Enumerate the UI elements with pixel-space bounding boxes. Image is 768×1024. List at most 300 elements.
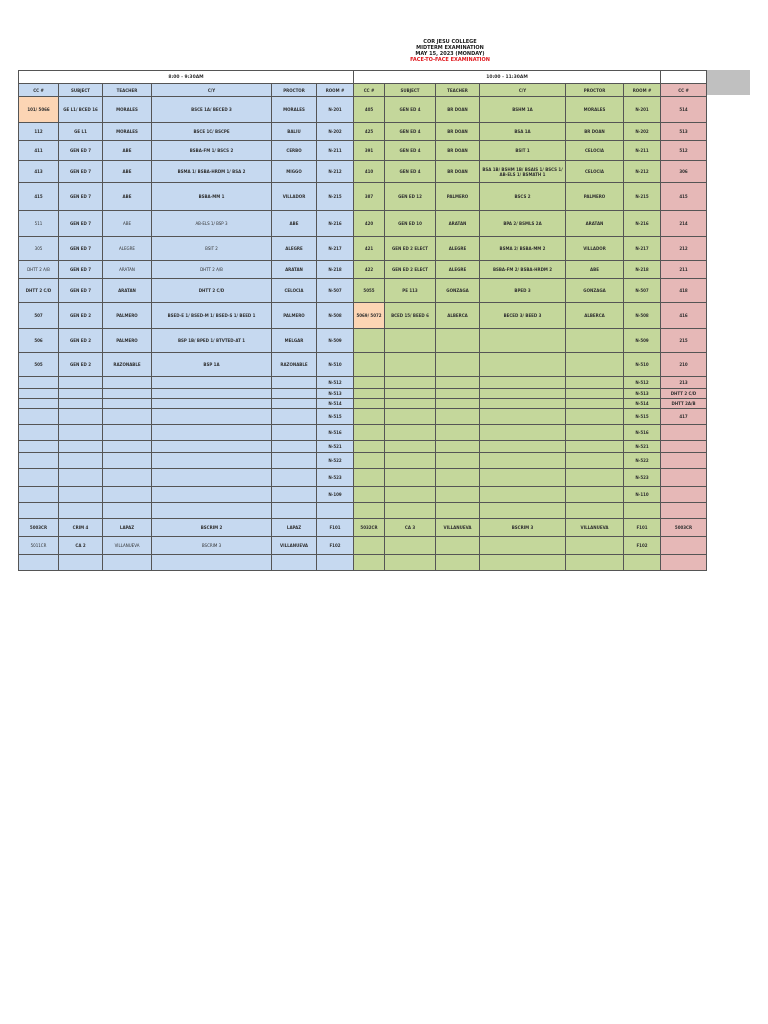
- table-cell: 5055: [354, 279, 385, 303]
- table-cell: [59, 487, 103, 503]
- table-cell: ARATAN: [566, 211, 624, 237]
- table-cell: BSBA-MM 1: [152, 183, 272, 211]
- table-cell: BCED 15/ BEED 6: [385, 303, 436, 329]
- table-cell: N-516: [624, 425, 661, 441]
- col-header: SUBJECT: [385, 84, 436, 97]
- table-cell: [152, 441, 272, 453]
- table-cell: [59, 425, 103, 441]
- table-row: [19, 441, 707, 453]
- table-cell: [385, 329, 436, 353]
- table-cell: GONZAGA: [566, 279, 624, 303]
- table-cell: ALEGRE: [436, 261, 480, 279]
- table-cell: [385, 425, 436, 441]
- table-cell: ARATAN: [272, 261, 317, 279]
- table-cell: [436, 409, 480, 425]
- table-cell: GEN ED 7: [59, 183, 103, 211]
- table-cell: N-218: [624, 261, 661, 279]
- table-cell: ARATAN: [436, 211, 480, 237]
- table-cell: 212: [661, 237, 707, 261]
- table-row: [19, 123, 707, 141]
- table-cell: N-514: [624, 399, 661, 409]
- table-cell: CERBO: [272, 141, 317, 161]
- table-cell: BR DOAN: [436, 123, 480, 141]
- table-cell: [272, 399, 317, 409]
- exam-title: MIDTERM EXAMINATION: [416, 45, 484, 51]
- table-cell: N-217: [317, 237, 354, 261]
- table-cell: N-512: [317, 377, 354, 389]
- table-cell: BSCRIM 3: [480, 519, 566, 537]
- table-cell: [152, 453, 272, 469]
- table-cell: BSBA-FM 1/ BSCS 2: [152, 141, 272, 161]
- table-cell: GEN ED 7: [59, 279, 103, 303]
- table-cell: [152, 503, 272, 519]
- table-cell: [661, 469, 707, 487]
- table-cell: GEN ED 7: [59, 261, 103, 279]
- table-cell: 213: [661, 377, 707, 389]
- table-cell: [152, 399, 272, 409]
- table-row: [19, 503, 707, 519]
- table-cell: GEN ED 4: [385, 141, 436, 161]
- gray-header-cell: [707, 70, 750, 95]
- table-cell: BSP 1A: [152, 353, 272, 377]
- table-cell: [436, 453, 480, 469]
- time-slot-row: [19, 71, 707, 84]
- table-row: [19, 399, 707, 409]
- table-cell: [661, 503, 707, 519]
- table-cell: 425: [354, 123, 385, 141]
- table-row: [19, 279, 707, 303]
- table-cell: [436, 537, 480, 555]
- table-cell: [272, 503, 317, 519]
- table-cell: N-515: [624, 409, 661, 425]
- table-cell: BSCS 2: [480, 183, 566, 211]
- table-cell: 512: [661, 141, 707, 161]
- table-cell: [566, 555, 624, 571]
- table-cell: N-523: [624, 469, 661, 487]
- table-cell: DHTT 2A/B: [661, 399, 707, 409]
- table-cell: [480, 441, 566, 453]
- table-cell: LAPAZ: [272, 519, 317, 537]
- table-cell: 405: [354, 97, 385, 123]
- table-cell: [566, 537, 624, 555]
- table-row: [19, 161, 707, 183]
- table-cell: 422: [354, 261, 385, 279]
- table-cell: [661, 487, 707, 503]
- table-cell: N-201: [624, 97, 661, 123]
- table-cell: GEN ED 2: [59, 303, 103, 329]
- table-cell: 513: [661, 123, 707, 141]
- table-cell: [385, 377, 436, 389]
- table-row: [19, 261, 707, 279]
- table-cell: N-521: [317, 441, 354, 453]
- table-cell: BSCRIM 2: [152, 519, 272, 537]
- table-cell: [436, 389, 480, 399]
- col-header: TEACHER: [103, 84, 152, 97]
- table-cell: ALEGRE: [103, 237, 152, 261]
- table-cell: [103, 453, 152, 469]
- table-cell: BSIT 2: [152, 237, 272, 261]
- table-cell: [103, 441, 152, 453]
- col-header: SUBJECT: [59, 84, 103, 97]
- table-cell: [385, 353, 436, 377]
- table-cell: GEN ED 2 ELECT: [385, 261, 436, 279]
- table-cell: BR DOAN: [436, 141, 480, 161]
- table-cell: [19, 469, 59, 487]
- table-cell: N-212: [624, 161, 661, 183]
- table-cell: VILLANUEVA: [566, 519, 624, 537]
- table-cell: [566, 425, 624, 441]
- table-cell: 416: [661, 303, 707, 329]
- table-cell: [152, 389, 272, 399]
- table-cell: [436, 425, 480, 441]
- time-slot-first: 8:00 - 9:30AM: [19, 71, 354, 84]
- table-cell: [103, 409, 152, 425]
- table-cell: ABE: [103, 141, 152, 161]
- table-cell: N-217: [624, 237, 661, 261]
- table-cell: 305: [19, 237, 59, 261]
- table-cell: F101: [317, 519, 354, 537]
- table-cell: [661, 537, 707, 555]
- table-cell: GEN ED 2: [59, 329, 103, 353]
- table-cell: [152, 487, 272, 503]
- table-cell: [436, 487, 480, 503]
- table-cell: [354, 469, 385, 487]
- table-cell: BSP 1B/ BPED 1/ BTVTED-AT 1: [152, 329, 272, 353]
- table-cell: N-218: [317, 261, 354, 279]
- table-cell: [480, 537, 566, 555]
- col-header: ROOM #: [317, 84, 354, 97]
- table-cell: [152, 409, 272, 425]
- table-cell: 5011CR: [19, 537, 59, 555]
- table-cell: [354, 441, 385, 453]
- table-cell: [436, 503, 480, 519]
- table-cell: N-522: [624, 453, 661, 469]
- exam-mode: FACE-TO-FACE EXAMINATION: [410, 57, 490, 63]
- table-cell: [59, 555, 103, 571]
- table-cell: ALEGRE: [436, 237, 480, 261]
- table-cell: [272, 469, 317, 487]
- table-cell: BSA 1B/ BSHM 1B/ BSAIS 1/ BSCS 1/ AB-ELS 1/ BSMATH 1: [480, 161, 566, 183]
- table-row: [19, 409, 707, 425]
- table-row: [19, 425, 707, 441]
- table-cell: N-508: [317, 303, 354, 329]
- table-cell: [59, 389, 103, 399]
- table-cell: GEN ED 4: [385, 97, 436, 123]
- table-row: [19, 97, 707, 123]
- table-cell: N-515: [317, 409, 354, 425]
- table-cell: [624, 503, 661, 519]
- table-cell: 5069/ 5072: [354, 303, 385, 329]
- table-cell: DHTT 2 C/D: [19, 279, 59, 303]
- table-cell: [19, 453, 59, 469]
- table-cell: [19, 377, 59, 389]
- table-row: [19, 377, 707, 389]
- table-row: [19, 353, 707, 377]
- col-header: TEACHER: [436, 84, 480, 97]
- table-cell: [354, 503, 385, 519]
- table-cell: [566, 353, 624, 377]
- table-cell: 507: [19, 303, 59, 329]
- table-cell: [385, 389, 436, 399]
- table-cell: BSCE 1C/ BSCPE: [152, 123, 272, 141]
- table-cell: [272, 389, 317, 399]
- table-cell: N-513: [624, 389, 661, 399]
- table-cell: [566, 399, 624, 409]
- table-cell: PALMERO: [103, 303, 152, 329]
- table-cell: [354, 353, 385, 377]
- table-cell: N-216: [624, 211, 661, 237]
- table-cell: [480, 487, 566, 503]
- table-cell: [317, 555, 354, 571]
- table-row: [19, 519, 707, 537]
- table-cell: [661, 453, 707, 469]
- table-cell: [354, 425, 385, 441]
- table-cell: 505: [19, 353, 59, 377]
- table-cell: N-212: [317, 161, 354, 183]
- table-row: [19, 389, 707, 399]
- table-cell: [480, 469, 566, 487]
- table-cell: [59, 399, 103, 409]
- table-cell: [103, 425, 152, 441]
- table-cell: BR DOAN: [436, 161, 480, 183]
- table-cell: [436, 353, 480, 377]
- col-header: CC #: [354, 84, 385, 97]
- table-cell: MORALES: [566, 97, 624, 123]
- table-cell: N-512: [624, 377, 661, 389]
- column-header-row: [19, 84, 707, 97]
- table-cell: [354, 377, 385, 389]
- table-cell: 211: [661, 261, 707, 279]
- table-cell: [103, 555, 152, 571]
- table-cell: PALMERO: [436, 183, 480, 211]
- table-cell: ALBERCA: [436, 303, 480, 329]
- table-cell: DHTT 2 C/D: [152, 279, 272, 303]
- table-cell: F102: [624, 537, 661, 555]
- table-cell: [480, 377, 566, 389]
- table-cell: [661, 441, 707, 453]
- col-header: C/Y: [152, 84, 272, 97]
- table-cell: RAZONABLE: [272, 353, 317, 377]
- table-cell: BR DOAN: [436, 97, 480, 123]
- table-cell: ALBERCA: [566, 303, 624, 329]
- table-cell: 210: [661, 353, 707, 377]
- col-header: C/Y: [480, 84, 566, 97]
- table-cell: 112: [19, 123, 59, 141]
- table-cell: 391: [354, 141, 385, 161]
- table-cell: AB-ELS 1/ BSP 3: [152, 211, 272, 237]
- table-cell: 410: [354, 161, 385, 183]
- table-cell: 511: [19, 211, 59, 237]
- table-cell: BR DOAN: [566, 123, 624, 141]
- table-cell: [566, 389, 624, 399]
- table-cell: [354, 537, 385, 555]
- table-cell: [103, 469, 152, 487]
- table-cell: [19, 441, 59, 453]
- table-cell: ABE: [566, 261, 624, 279]
- time-slot-blank: [661, 71, 707, 84]
- table-row: [19, 469, 707, 487]
- table-cell: [436, 399, 480, 409]
- table-cell: N-513: [317, 389, 354, 399]
- table-cell: F101: [624, 519, 661, 537]
- table-cell: N-523: [317, 469, 354, 487]
- table-cell: [436, 377, 480, 389]
- table-cell: [59, 503, 103, 519]
- table-cell: [19, 399, 59, 409]
- table-cell: N-109: [317, 487, 354, 503]
- table-cell: [661, 555, 707, 571]
- table-cell: GEN ED 2: [59, 353, 103, 377]
- table-cell: [354, 389, 385, 399]
- table-cell: [103, 377, 152, 389]
- table-cell: GEN ED 2 ELECT: [385, 237, 436, 261]
- table-cell: [272, 453, 317, 469]
- table-cell: VILLANUEVA: [103, 537, 152, 555]
- table-cell: [385, 409, 436, 425]
- table-cell: 306: [661, 161, 707, 183]
- table-cell: [385, 503, 436, 519]
- table-cell: N-211: [317, 141, 354, 161]
- table-cell: N-510: [317, 353, 354, 377]
- table-cell: N-211: [624, 141, 661, 161]
- table-cell: N-215: [624, 183, 661, 211]
- table-cell: N-201: [317, 97, 354, 123]
- table-cell: [480, 329, 566, 353]
- table-cell: [152, 377, 272, 389]
- table-cell: [354, 399, 385, 409]
- table-cell: [103, 503, 152, 519]
- table-cell: VILLADOR: [566, 237, 624, 261]
- table-cell: GEN ED 7: [59, 161, 103, 183]
- exam-header: [0, 39, 768, 63]
- table-cell: ABE: [103, 161, 152, 183]
- table-cell: [272, 487, 317, 503]
- table-cell: [661, 425, 707, 441]
- table-cell: [272, 409, 317, 425]
- table-cell: 5003CR: [661, 519, 707, 537]
- table-cell: N-509: [317, 329, 354, 353]
- table-cell: VILLADOR: [272, 183, 317, 211]
- table-cell: [354, 487, 385, 503]
- table-cell: ALEGRE: [272, 237, 317, 261]
- table-cell: [385, 487, 436, 503]
- table-cell: [385, 537, 436, 555]
- table-cell: N-110: [624, 487, 661, 503]
- table-cell: [480, 389, 566, 399]
- table-cell: [103, 389, 152, 399]
- table-cell: [480, 353, 566, 377]
- table-cell: N-215: [317, 183, 354, 211]
- table-cell: [272, 555, 317, 571]
- table-cell: CELOCIA: [566, 161, 624, 183]
- table-cell: [19, 409, 59, 425]
- table-cell: MIGGO: [272, 161, 317, 183]
- table-cell: BSCRIM 3: [152, 537, 272, 555]
- table-cell: BSCE 1A/ BECED 3: [152, 97, 272, 123]
- table-cell: GE L1/ BCED 16: [59, 97, 103, 123]
- table-cell: BSMA 2/ BSBA-MM 2: [480, 237, 566, 261]
- table-cell: N-216: [317, 211, 354, 237]
- table-cell: [480, 555, 566, 571]
- table-cell: BSED-E 1/ BSED-M 1/ BSED-S 1/ BEED 1: [152, 303, 272, 329]
- table-cell: GEN ED 7: [59, 211, 103, 237]
- table-cell: N-509: [624, 329, 661, 353]
- table-cell: [566, 377, 624, 389]
- table-cell: N-507: [624, 279, 661, 303]
- table-cell: [566, 441, 624, 453]
- table-cell: [59, 453, 103, 469]
- table-cell: BSA 1A: [480, 123, 566, 141]
- table-cell: N-202: [624, 123, 661, 141]
- table-cell: ABE: [103, 183, 152, 211]
- table-row: [19, 537, 707, 555]
- table-cell: [103, 487, 152, 503]
- table-cell: [354, 555, 385, 571]
- col-header: CC #: [661, 84, 707, 97]
- table-cell: [19, 503, 59, 519]
- table-cell: [385, 469, 436, 487]
- table-cell: [566, 409, 624, 425]
- table-cell: PALMERO: [566, 183, 624, 211]
- table-cell: BPA 2/ BSMLS 2A: [480, 211, 566, 237]
- table-row: [19, 303, 707, 329]
- table-cell: [152, 555, 272, 571]
- table-cell: 417: [661, 409, 707, 425]
- table-cell: 101/ 5066: [19, 97, 59, 123]
- table-cell: PALMERO: [272, 303, 317, 329]
- table-cell: F102: [317, 537, 354, 555]
- table-cell: [480, 409, 566, 425]
- table-cell: [19, 555, 59, 571]
- table-row: [19, 237, 707, 261]
- table-cell: 214: [661, 211, 707, 237]
- table-cell: [385, 441, 436, 453]
- table-cell: [480, 453, 566, 469]
- table-row: [19, 141, 707, 161]
- table-cell: MORALES: [103, 123, 152, 141]
- table-cell: BALIU: [272, 123, 317, 141]
- table-cell: GEN ED 7: [59, 237, 103, 261]
- table-cell: 5032CR: [354, 519, 385, 537]
- table-cell: MELGAR: [272, 329, 317, 353]
- table-cell: 415: [661, 183, 707, 211]
- table-cell: [480, 425, 566, 441]
- table-cell: [272, 425, 317, 441]
- table-cell: [436, 555, 480, 571]
- table-cell: N-507: [317, 279, 354, 303]
- table-cell: [317, 503, 354, 519]
- table-row: [19, 329, 707, 353]
- exam-schedule-table: [18, 70, 707, 571]
- table-cell: N-202: [317, 123, 354, 141]
- table-row: [19, 453, 707, 469]
- table-cell: [436, 329, 480, 353]
- table-cell: [480, 399, 566, 409]
- table-cell: CELOCIA: [272, 279, 317, 303]
- table-cell: DHTT 2 A/B: [152, 261, 272, 279]
- table-cell: [103, 399, 152, 409]
- table-cell: [436, 441, 480, 453]
- table-cell: LAPAZ: [103, 519, 152, 537]
- table-cell: 387: [354, 183, 385, 211]
- table-cell: 420: [354, 211, 385, 237]
- table-cell: [385, 453, 436, 469]
- table-cell: VILLANUEVA: [436, 519, 480, 537]
- table-cell: [19, 389, 59, 399]
- table-cell: [480, 503, 566, 519]
- table-row: [19, 555, 707, 571]
- table-cell: ARATAN: [103, 279, 152, 303]
